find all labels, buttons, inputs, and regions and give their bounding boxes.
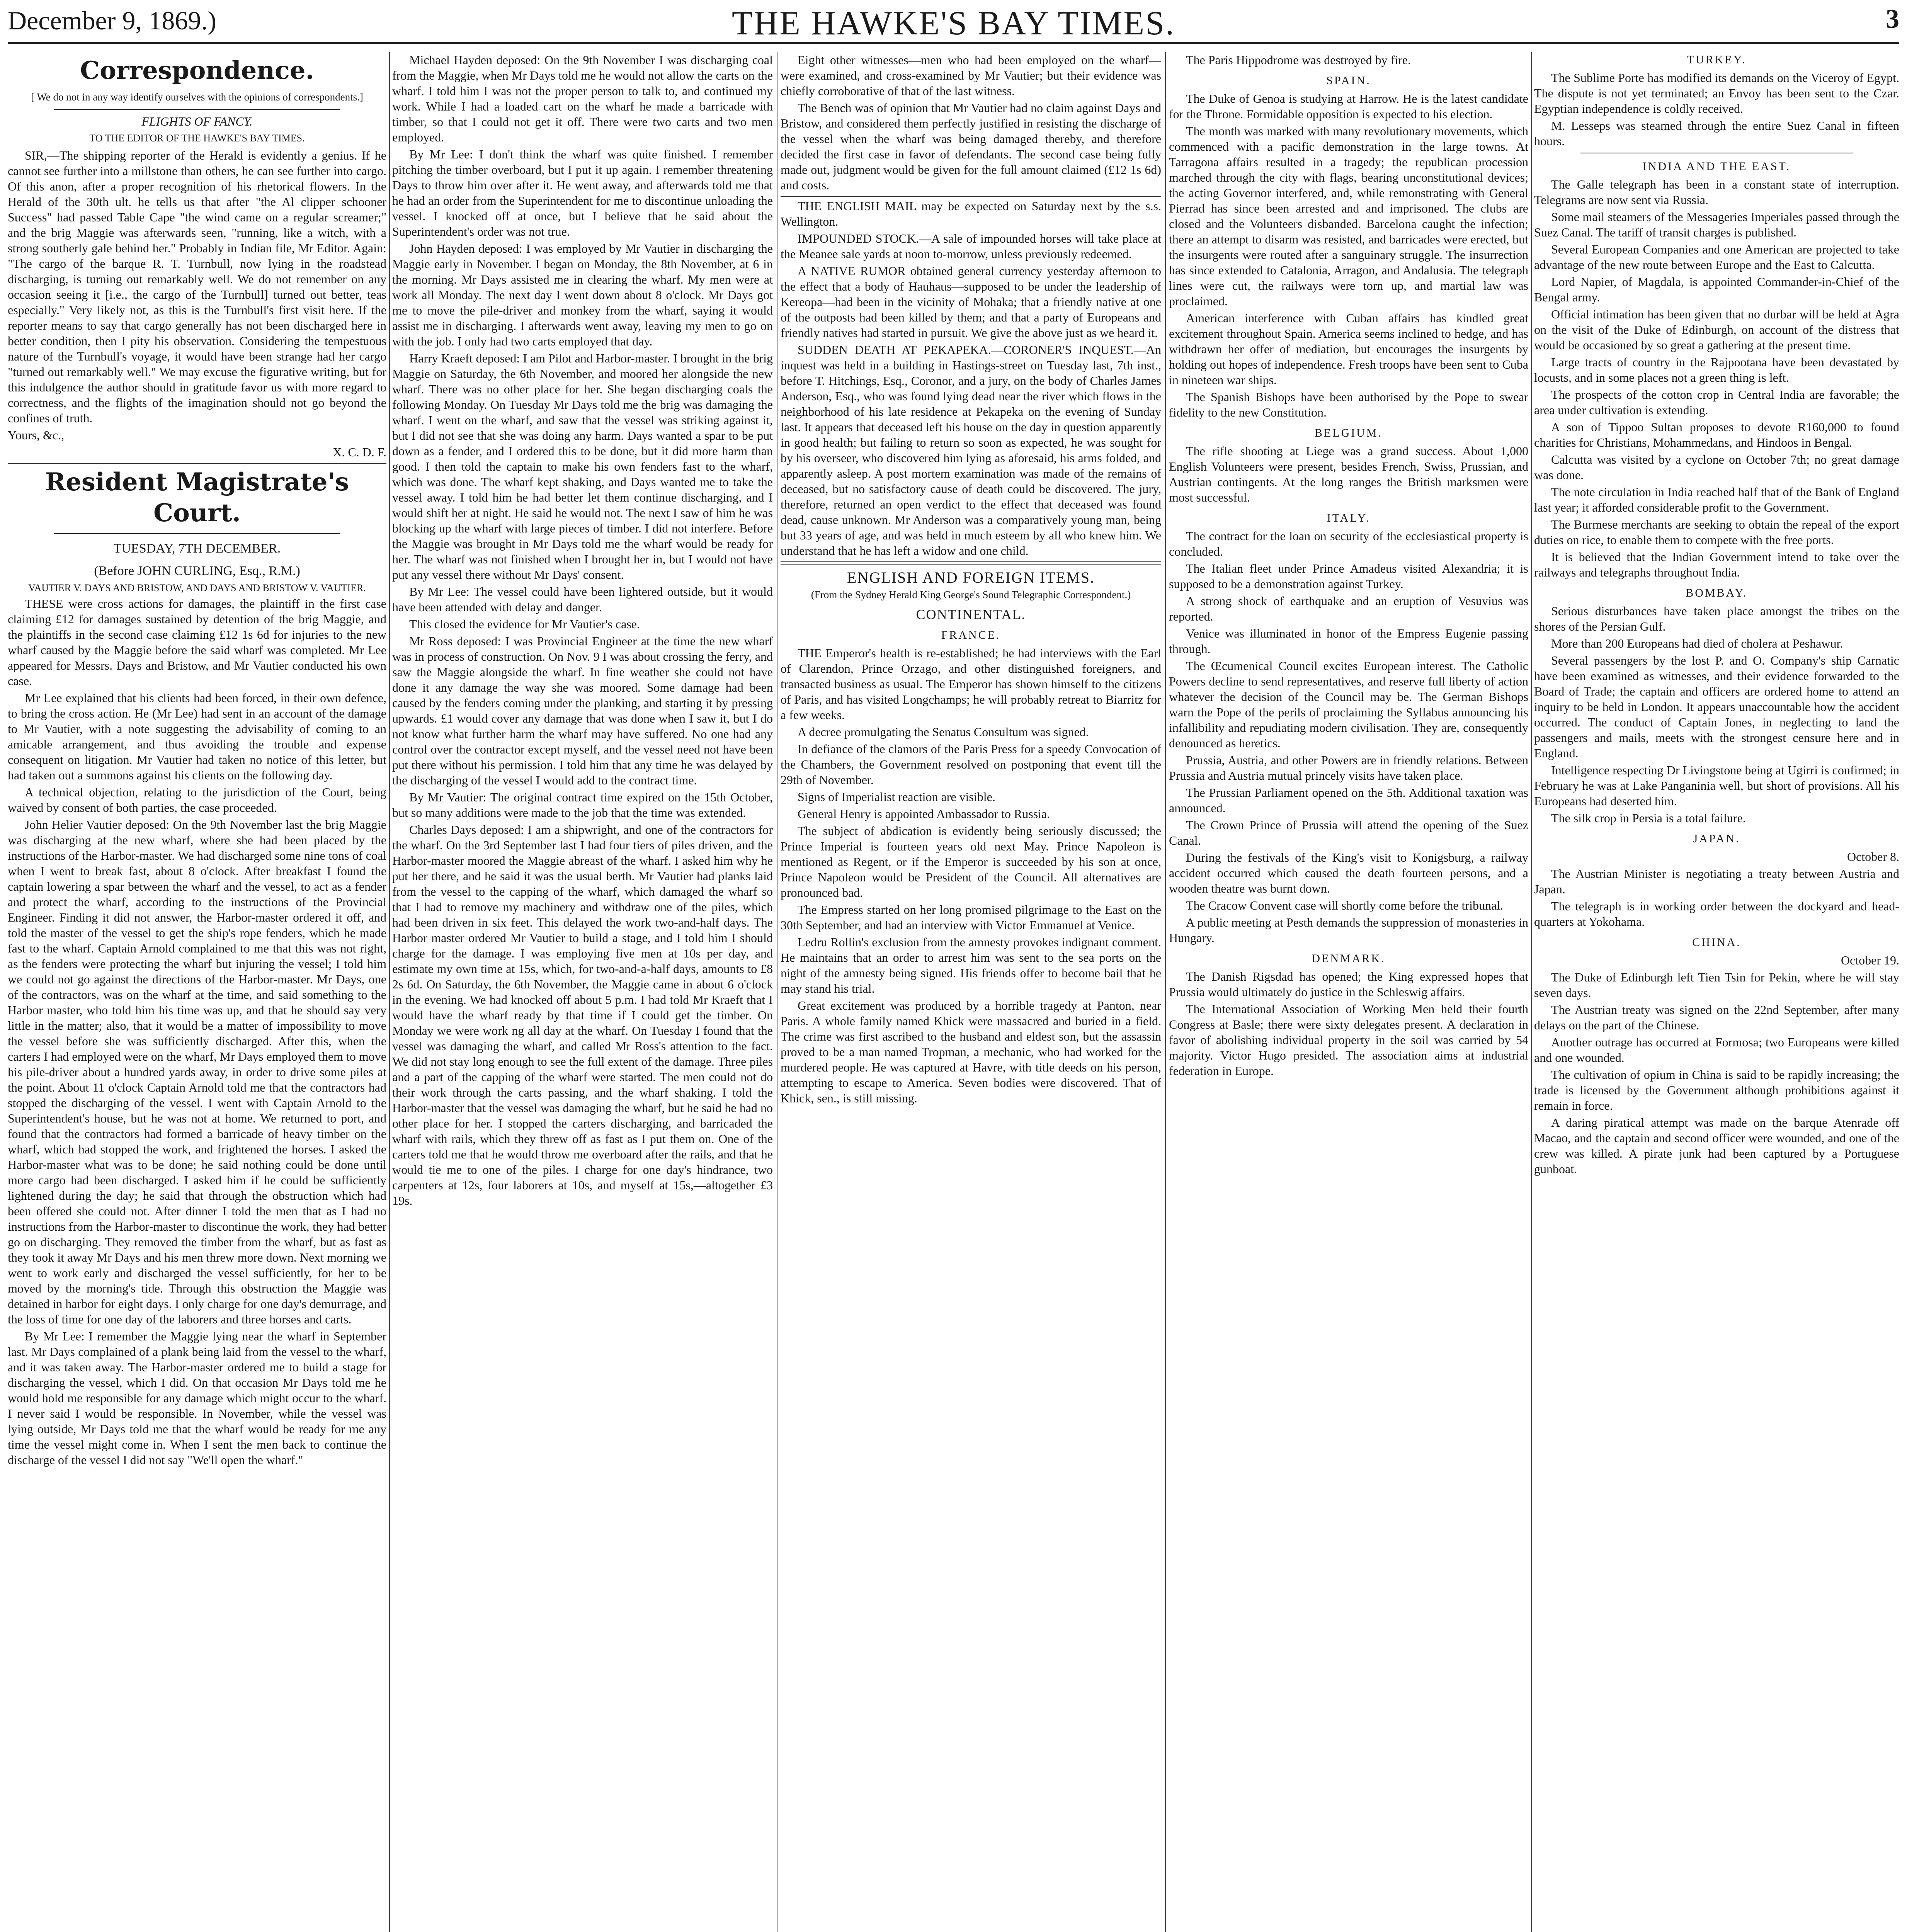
court-date: TUESDAY, 7TH DECEMBER. (113, 541, 281, 556)
continental-heading: CONTINENTAL. (916, 607, 1026, 622)
court-paragraph: THESE were cross actions for damages, the plaintiff in the first case claiming £12 for damages sustained by detention of the brig Maggie, and the plaintiffs in the second case claiming £12 1s 6d for injuries to the new wharf caused by the Maggie before the said wharf was completed. Mr Lee appeared for Messrs. Days and Bristow, and Mr Vautier conducted his own case. (8, 597, 386, 688)
bombay-heading: BOMBAY. (1686, 587, 1748, 599)
court-paragraph: Mr Lee explained that his clients had been forced, in their own defence, to bring the cross action. He (Mr Lee) had sent in an account of the damage to Mr Vautier, with a note suggesting the advisability of coming to an amicable arrangement, and thus avoiding the trouble and expense consequent on litigation. Mr Vautier had taken no notice of this letter, but had taken out a summons against his clients on the following day. (8, 691, 386, 782)
spain-paragraph: The Duke of Genoa is studying at Harrow. He is the latest candidate for the Throne. Formidable opposition is expected to his election. (1169, 92, 1528, 121)
local-item-mail: THE ENGLISH MAIL may be expected on Saturday next by the s.s. Wellington. (781, 199, 1161, 228)
italy-paragraph: The contract for the loan on security of the ecclesiastical property is concluded. (1169, 529, 1528, 558)
bombay-paragraph: Serious disturbances have taken place amongst the tribes on the shores of the Persian Gulf. (1534, 604, 1899, 633)
italy-paragraph: Venice was illuminated in honor of the Empress Eugenie passing through. (1169, 626, 1528, 656)
italy-paragraph: A public meeting at Pesth demands the suppression of monasteries in Hungary. (1169, 915, 1528, 945)
india-paragraph: Some mail steamers of the Messageries Imperiales passed through the Suez Canal. The tariff of transit charges is published. (1534, 210, 1899, 239)
foreign-heading: ENGLISH AND FOREIGN ITEMS. (847, 569, 1095, 586)
italy-paragraph: Prussia, Austria, and other Powers are in friendly relations. Between Prussia and Austria mutual princely visits have taken place. (1169, 753, 1528, 782)
country-heading-france: FRANCE. (941, 629, 1001, 641)
france-paragraph: A decree promulgating the Senatus Consultum was signed. (798, 725, 1089, 739)
japan-paragraph: The telegraph is in working order between the dockyard and head-quarters at Yokohama. (1534, 899, 1899, 929)
column-2 (392, 52, 773, 1932)
court-paragraph: This closed the evidence for Mr Vautier's case. (409, 617, 640, 631)
japan-heading: JAPAN. (1693, 832, 1740, 845)
china-heading: CHINA. (1692, 936, 1741, 949)
india-paragraph: Large tracts of country in the Rajpootana have been devastated by locusts, and in some places not a green thing is left. (1534, 355, 1899, 384)
court-paragraph: A technical objection, relating to the jurisdiction of the Court, being waived by consent of both parties, the case proceeded. (8, 785, 386, 815)
china-paragraph: The Duke of Edinburgh left Tien Tsin for Pekin, where he will stay seven days. (1534, 970, 1899, 1000)
column-1 (8, 52, 386, 1932)
india-paragraph: The Burmese merchants are seeking to obtain the repeal of the export duties on rice, to enable them to compete with the free ports. (1534, 517, 1899, 547)
france-paragraph: General Henry is appointed Ambassador to Russia. (798, 807, 1050, 821)
japan-paragraph: The Austrian Minister is negotiating a treaty between Austria and Japan. (1534, 867, 1899, 896)
column-5 (1534, 52, 1899, 1932)
india-paragraph: A son of Tippoo Sultan proposes to devote R160,000 to found charities for Christians, Mohammedans, and Hindoos in Bengal. (1534, 420, 1899, 449)
italy-paragraph: The Prussian Parliament opened on the 5th. Additional taxation was announced. (1169, 786, 1528, 815)
bombay-paragraph: Several passengers by the lost P. and O. Company's ship Carnatic have been examined as witnesses, and their evidence forwarded to the Board of Trade; the captain and officers are ordered home to attend an inquiry to be held in London. It appears unaccountable how the accident occurred. The conduct of Captain Jones, in neglecting to land the passengers and mails, meets with the strongest censure here and in England. (1534, 653, 1899, 760)
france-paragraph: The Empress started on her long promised pilgrimage to the East on the 30th September, and had an interview with Victor Emmanuel at Venice. (781, 903, 1161, 932)
india-paragraph: The note circulation in India reached half that of the Bank of England last year; it afforded considerable profit to the Government. (1534, 485, 1899, 514)
france-paragraph: Ledru Rollin's exclusion from the amnesty provokes indignant comment. He maintains that an order to arrest him was sent to the sea ports on the night of the amnesty being signed. His friends offer to become bail that he may stand his trial. (781, 935, 1161, 995)
china-date: October 19. (1841, 953, 1899, 967)
divider (781, 561, 1161, 562)
divider (54, 533, 340, 534)
divider (54, 109, 340, 110)
foreign-source: (From the Sydney Herald King George's Sound Telegraphic Correspondent.) (811, 589, 1131, 600)
column-divider (1531, 52, 1532, 1932)
denmark-paragraph: The Danish Rigsdad has opened; the King expressed hopes that Prussia would ultimately do justice in the Schleswig affairs. (1169, 969, 1528, 999)
france-paragraph: Signs of Imperialist reaction are visible. (798, 790, 995, 804)
court-paragraph: Michael Hayden deposed: On the 9th November I was discharging coal from the Maggie, when Mr Days told me he would not allow the carts on the wharf. I told him I was not the proper person to talk to, and continued my work. While I had a loaded cart on the wharf he made a barricade with timber, so that I could not get it off. There were two carts and two men employed. (392, 53, 773, 144)
india-paragraph: The prospects of the cotton crop in Central India are favorable; the area under cultivation is extending. (1534, 388, 1899, 417)
india-paragraph: Official intimation has been given that no durbar will be held at Agra on the visit of the Duke of Edinburgh, on account of the distress that would be occasioned by so great a gathering at the present time. (1534, 307, 1899, 352)
court-paragraph: Mr Ross deposed: I was Provincial Engineer at the time the new wharf was in process of construction. On Nov. 9 I was about crossing the ferry, and saw the Maggie alongside the wharf. In fine weather she could not have done it any damage the way she was moored. Some damage had been caused by the fenders coming under the planking, and starting it by pressing upwards. £1 would cover any damage that was done when I saw it, but I do not know what further harm the wharf may have suffered. No one had any control over the contractor except myself, and the vessel need not have been put there without his permission. I told him that any time he was delayed by the discharging of the vessel I would add to the contract time. (392, 634, 773, 787)
italy-paragraph: During the festivals of the King's visit to Konigsburg, a railway accident occurred which caused the death fourteen persons, and a wooden theatre was burnt down. (1169, 850, 1528, 895)
italy-paragraph: The Italian fleet under Prince Amadeus visited Alexandria; it is supposed to be a demonstration against Turkey. (1169, 561, 1528, 591)
bombay-paragraph: Intelligence respecting Dr Livingstone being at Ugirri is confirmed; in February he was at Lake Panganinia well, but short of provisions. All his Europeans had deserted him. (1534, 763, 1899, 808)
bombay-paragraph: More than 200 Europeans had died of cholera at Peshawur. (1551, 636, 1843, 650)
letter-signature: X. C. D. F. (333, 445, 386, 459)
italy-paragraph: The Crown Prince of Prussia will attend the opening of the Suez Canal. (1169, 818, 1528, 847)
france-paragraph: Great excitement was produced by a horrible tragedy at Panton, near Paris. A whole family named Khick were massacred and buried in a field. The crime was first ascribed to the husband and eldest son, but the assassin proved to be a man named Tropman, a mechanic, who had worked for the murdered people. He was captured at Havre, with title deeds on his person, attempting to escape to America. Seven bodies were discovered. That of Khick, sen., is still missing. (781, 998, 1161, 1105)
local-item-impounded: IMPOUNDED STOCK.—A sale of impounded horses will take place at the Meanee sale yards at noon to-morrow, unless previously redeemed. (781, 231, 1161, 261)
india-heading: INDIA AND THE EAST. (1642, 160, 1791, 173)
column-divider (389, 52, 390, 1932)
china-paragraph: Another outrage has occurred at Formosa; two Europeans were killed and one wounded. (1534, 1035, 1899, 1065)
court-paragraph: By Mr Vautier: The original contract time expired on the 15th October, but so many additions were made to the job that the time was extended. (392, 790, 773, 820)
issue-date: December 9, 1869.) (8, 6, 217, 35)
spain-paragraph: The Spanish Bishops have been authorised by the Pope to swear fidelity to the new Constitution. (1169, 390, 1528, 419)
italy-paragraph: The Œcumenical Council excites European interest. The Catholic Powers decline to send representatives, and reserve full liberty of action whatever the decision of the Council may be. The German Bishops warn the Pope of the perils of proclaiming the Syllabus announcing his infallibility and repudiating modern civilisation. They are, consequently denounced as heretics. (1169, 659, 1528, 750)
italy-paragraph: The Cracow Convent case will shortly come before the tribunal. (1186, 898, 1504, 912)
italy-paragraph: A strong shock of earthquake and an eruption of Vesuvius was reported. (1169, 594, 1528, 623)
column-3 (781, 52, 1161, 1932)
case-title: VAUTIER V. DAYS AND BRISTOW, AND DAYS AND BRISTOW V. VAUTIER. (28, 582, 366, 594)
bombay-paragraph: The silk crop in Persia is a total failure. (1551, 811, 1746, 825)
france-paragraph: The subject of abdication is evidently being seriously discussed; the Prince Imperial is fourteen years old next May. Prince Napoleon is mentioned as Regent, or if the Emperor is succeeded by his son at once, Prince Napoleon would be President of the Council. All alternatives are pronounced bad. (781, 824, 1161, 900)
letter-addressee: TO THE EDITOR OF THE HAWKE'S BAY TIMES. (89, 133, 305, 144)
country-heading-denmark: DENMARK. (1312, 952, 1386, 965)
turkey-paragraph: M. Lesseps was steamed through the entire Suez Canal in fifteen hours. (1534, 119, 1899, 148)
court-paragraph: By Mr Lee: The vessel could have been lightered outside, but it would have been attended with delay and danger. (392, 585, 773, 614)
court-paragraph: Harry Kraeft deposed: I am Pilot and Harbor-master. I brought in the brig Maggie on Saturday, the 6th November, and moored her alongside the new wharf. There was no other place for her. She began discharging coals the following Monday. On Tuesday Mr Days told me the brig was damaging the wharf. I went on the wharf, and saw that the vessel was striking against it, but I did not see that she was doing any harm. Days wanted a spar to be put down as a fender, and I ordered this to be done, but it did more harm than good. I then told the captain to make his own fenders fast to the wharf, which was done. The wharf kept shaking, and Days wanted me to take the vessel away. I told him he had better let them continue discharging, and I would shift her at night. He said he would not. The next I saw of him he was blocking up the wharf with large pieces of timber. I did not interfere. Before the Maggie was brought in Mr Days told me the wharf would be ready for her. The wharf was not finished when I brought her in, but I would not have put any vessel there without Mr Days' consent. (392, 351, 773, 582)
page-number: 3 (1886, 4, 1899, 34)
china-paragraph: A daring piratical attempt was made on the barque Atenrade off Macao, and the captain and second officer were wounded, and one of the crew was killed. A pirate junk had been captured by a Portuguese gunboat. (1534, 1116, 1899, 1176)
court-paragraph: The Bench was of opinion that Mr Vautier had no claim against Days and Bristow, and considered them perfectly justified in resisting the discharge of the vessel when the wharf was being damaged thereby, and therefore decided the first case in favor of defendants. The second case being fully made out, judgment would be given for the full amount claimed (£12 1s 6d) and costs. (781, 101, 1161, 192)
divider (781, 196, 1161, 197)
france-paragraph: The Paris Hippodrome was destroyed by fire. (1186, 53, 1411, 67)
japan-date: October 8. (1847, 850, 1899, 864)
court-paragraph: John Helier Vautier deposed: On the 9th November last the brig Maggie was discharging at the new wharf, where she had been placed by the instructions of the Harbor-master. We had discharged some nine tons of coal when I went to break fast, about 8 o'clock. After breakfast I found the captain lowering a spar between the wharf and the vessel, to act as a fender and protect the wharf, according to the instructions of the Provincial Engineer. Finding it did not answer, the Harbor-master ordered it off, and told the master of the vessel to get the ship's rope fenders, which he made fast to the wharf. Captain Arnold complained to me that this was not right, as the fenders were protecting the wharf but injuring the vessel; I told him we could not go against the directions of the Harbor-master. Mr Days, one of the contractors, was on the wharf at the time, and said something to the Harbor master, who told him his time was up, and that he should say very little in the matter; also, that it would be a matter of impossibility to move the vessel before she was sufficiently discharged. After this, when the carters I had employed were on the wharf, Mr Days employed them to move his pile-driver about a hundred yards away, in order to drive some piles at the point. About 11 o'clock Captain Arnold told me that the contractors had stopped the discharging of the vessel. I went with Captain Arnold to the Superintendent's house, but he was not at home. We returned to port, and found that the contractors had formed a barricade of heavy timber on the wharf, which had stopped the work, and frightened the horses. I asked the Harbor-master what was to be done; he said nothing could be done until more cargo had been discharged. I asked him if he could be sufficiently lightened during the day; he said that through the obstruction which had been offered she could not. After dinner I told the men that as I had no instructions from the Harbor-master to discontinue the work, they had better go on discharging. They removed the timber from the wharf, but as fast as they took it away Mr Days and his men threw more down. Next morning we went to work early and discharged the vessel sufficiently, for her to be moved by the morning's tide. Through this obstruction the Maggie was detained in harbor for eight days. I only charge for one day's demurrage, and the loss of time for one day of the laborers and three horses and carts. (8, 818, 386, 1326)
belgium-paragraph: The rifle shooting at Liege was a grand success. About 1,000 English Volunteers were present, besides French, Swiss, Prussian, and Austrian contingents. At the long ranges the British marksmen were most successful. (1169, 444, 1528, 504)
country-heading-belgium: BELGIUM. (1314, 427, 1383, 439)
france-paragraph: In defiance of the clamors of the Paris Press for a speedy Convocation of the Chambers, the Government resolved on postponing that event till the 29th of November. (781, 742, 1161, 787)
india-paragraph: Lord Napier, of Magdala, is appointed Commander-in-Chief of the Bengal army. (1534, 275, 1899, 304)
india-paragraph: Several European Companies and one American are projected to take advantage of the new route between Europe and the East to Calcutta. (1534, 242, 1899, 272)
column-divider (1165, 52, 1166, 1932)
court-paragraph: Eight other witnesses—men who had been employed on the wharf—were examined, and cross-examined by Mr Vautier; but their evidence was chiefly corroborative of that of the last witness. (781, 53, 1161, 98)
turkey-paragraph: The Sublime Porte has modified its demands on the Viceroy of Egypt. The dispute is not yet terminated; an Envoy has been sent to the Czar. Egyptian independence is coldly received. (1534, 71, 1899, 116)
france-paragraph: THE Emperor's health is re-established; he had interviews with the Earl of Clarendon, Prince Orzago, and other distinguished foreigners, and transacted business as usual. The Emperor has shown himself to the citizens of Paris, and has visited Longchamps; he will probably retreat to Biarritz for a few weeks. (781, 646, 1161, 722)
court-heading: Resident Magistrate's Court. (45, 468, 349, 527)
editorial-disclaimer: [ We do not in any way identify ourselves with the opinions of correspondents.] (31, 91, 363, 103)
correspondence-heading: Correspondence. (80, 56, 314, 85)
court-paragraph: Charles Days deposed: I am a shipwright, and one of the contractors for the wharf. On the 3rd September last I had four tiers of piles driven, and the Harbor-master moored the Maggie abreast of the wharf. I asked him why he put her there, and he said it was the usual berth. Mr Vautier had planks laid from the vessel to the capping of the wharf, which damaged the wharf so that I had to remove my machinery and withdraw one of the piles, which had been driven in six feet. This delayed the work two-and-half days. The Harbor master ordered Mr Vautier to build a stage, and I told him I should charge for the damage. I was employing five men at 10s per day, and estimate my own time at 15s, which, for two-and-a-half days, amounts to £8 2s 6d. On Saturday, the 6th November, the Maggie came in about 6 o'clock in the evening. We had knocked off about 5 p.m. I had told Mr Kraeft that I would have the wharf ready by that time if I could get the timber. On Monday we were work ng all day at the wharf. On Tuesday I found that the vessel was damaging the wharf, and called Mr Ross's attention to the fact. We did not stay long enough to see the full extent of the damage. Three piles and a part of the capping of the wharf were started. The men could not do their work through the carts passing, and the wharf shaking. I told the Harbor-master that the vessel was damaging the wharf, but he said he had no other place for her. I stopped the carters discharging, and barricaded the wharf with rails, which they threw off as fast as I put them on. One of the carters told me that he would throw me overboard after the rails, and that he would tie me to one of the piles. I charge for one day's hindrance, two carpenters at 12s, four laborers at 10s, and myself at 15s,—altogether £3 19s. (392, 823, 773, 1208)
letter-title: FLIGHTS OF FANCY. (141, 114, 253, 128)
court-bench: (Before JOHN CURLING, Esq., R.M.) (94, 564, 300, 578)
india-paragraph: It is believed that the Indian Government intend to take over the railways and telegraphs throughout India. (1534, 550, 1899, 579)
divider (8, 463, 386, 464)
local-item-rumor: A NATIVE RUMOR obtained general currency yesterday afternoon to the effect that a body of Hauhaus—supposed to be under the leadership of Kereopa—had been in the vicinity of Mohaka; that a friendly native at one of the outposts had been killed by them; and that a party of Europeans and friendly natives had started in pursuit. We give the above just as we heard it. (781, 264, 1161, 340)
court-paragraph: John Hayden deposed: I was employed by Mr Vautier in discharging the Maggie early in November. I began on Monday, the 8th November, at 6 in the morning. Mr Days assisted me in clearing the wharf. My men were at work all Monday. The next day I went down about 8 o'clock. Mr Days got me to move the pile-driver and monkey from the wharf, saying it would assist me in discharging. I afterwards went away, leaving my men to go on with the job. I only had two carts employed that day. (392, 242, 773, 348)
spain-paragraph: The month was marked with many revolutionary movements, which commenced with a pacific demonstration in the large towns. At Tarragona affairs resulted in a tragedy; the republican procession marched through the city with flags, bearing unconstitutional devices; the acting Governor interfered, and, while remonstrating with General Pierrad has since been arrested and and imprisoned. The clubs are closed and the Volunteers disbanded. Barcelona caught the infection; there an attempt to disarm was resisted, and barricades were erected, but the insurgents were routed after a sanguinary struggle. The insurrection has since extended to Catalonia, Arragon, and Andalusia. The telegraph lines were cut, the railways were torn up, and martial law was proclaimed. (1169, 124, 1528, 308)
country-heading-italy: ITALY. (1327, 512, 1371, 524)
divider (781, 564, 1161, 565)
column-4 (1169, 52, 1528, 1932)
letter-closing: Yours, &c., (8, 428, 65, 442)
country-heading-spain: SPAIN. (1326, 74, 1371, 87)
local-item-death: SUDDEN DEATH AT PEKAPEKA.—CORONER'S INQUEST.—An inquest was held in a building in Hastings-street on Tuesday last, 7th inst., before T. Hitchings, Esq., Coronor, and a jury, on the body of Charles James Anderson, Esq., who was found lying dead near the river which flows in the neighborhood of his late residence at Pekapeka on the evening of Sunday last. It appears that deceased left his house on the day in question apparently in good health; but failing to return so soon as expected, he was sought for by his overseer, who discovered him lying as aforesaid, his arms folded, and apparently asleep. A post mortem examination was made of the remains of deceased, but no satisfactory cause of death could be discovered. The jury, therefore, returned an open verdict to the effect that deceased was found dead, cause unknown. Mr Anderson was a comparatively young man, being but 33 years of age, and was held in much esteem by all who knew him. We understand that he has left a widow and one child. (781, 343, 1161, 558)
letter-body: SIR,—The shipping reporter of the Herald is evidently a genius. If he cannot see further into a millstone than others, he can see further into cargo. Of this anon, after a proper recognition of his rhetorical flowers. In the Herald of the 30th ult. he tells us that after "the Al clipper schooner Success" had passed Table Cape "the wind came on a regular screamer;" and the brig Maggie was afterwards seen, "running, like a witch, with a strong southerly gale behind her." Probably in Indian file, Mr Editor. Again: "The cargo of the barque R. T. Turnbull, now lying in the roadstead discharging, is turning out remarkably well. We do not remember on any occasion seeing it [i.e., the cargo of the Turnbull] turned out better, teas especially." Very likely not, as this is the Turnbull's first visit here. If the reporter means to say that cargo generally has not been discharged here in better condition, then I pity his observation. Considering the tempestuous nature of the Turnbull's voyage, it would have been strange had her cargo "turned out remarkably well." We may excuse the figurative writing, but for this indulgence the author should in gratitude favor us with more regard to correctness, and the flights of the imagination should not go beyond the confines of truth. (8, 148, 386, 425)
newspaper-title: THE HAWKE'S BAY TIMES. (731, 5, 1176, 42)
court-paragraph: By Mr Lee: I remember the Maggie lying near the wharf in September last. Mr Days complained of a plank being laid from the vessel to the wharf, and it was taken away. The Harbor-master ordered me to build a stage for discharging the vessel, which I did. On that occasion Mr Days told me he would hold me responsible for any damage which might occur to the wharf. I never said I would be responsible. In November, while the vessel was lying outside, Mr Days told me that the wharf would be ready for me any time the vessel might come in. When I sent the men back to continue the discharge of the vessel I did not say "We'll open the wharf." (8, 1329, 386, 1467)
country-heading-turkey: TURKEY. (1687, 53, 1747, 66)
spain-paragraph: American interference with Cuban affairs has kindled great excitement throughout Spain. America seems inclined to hedge, and has withdrawn her offer of mediation, but encourages the insurgents by holding out hopes of independence. Fresh troops have been sent to Cuba in nineteen war ships. (1169, 311, 1528, 387)
masthead-rule (8, 42, 1899, 44)
masthead (8, 0, 1899, 41)
denmark-paragraph: The International Association of Working Men held their fourth Congress at Basle; there were sixty delegates present. A declaration in favor of abolishing individual property in the soil was carried by 54 majority. Victor Hugo presided. The association aims at industrial federation in Europe. (1169, 1002, 1528, 1078)
india-paragraph: The Galle telegraph has been in a constant state of interruption. Telegrams are now sent via Russia. (1534, 177, 1899, 207)
india-paragraph: Calcutta was visited by a cyclone on October 7th; no great damage was done. (1534, 452, 1899, 482)
court-paragraph: By Mr Lee: I don't think the wharf was quite finished. I remember pitching the timber overboard, but I put it up again. I remember threatening Days to throw him over after it. He went away, and afterwards told me that he had an order from the Superintendent for me to discontinue unloading the vessel. I knocked off at once, but I believe that he said about the Superintendent's order was not true. (392, 147, 773, 238)
china-paragraph: The cultivation of opium in China is said to be rapidly increasing; the trade is licensed by the Government although prohibitions against it remain in force. (1534, 1068, 1899, 1112)
china-paragraph: The Austrian treaty was signed on the 22nd September, after many delays on the part of the Chinese. (1534, 1003, 1899, 1032)
